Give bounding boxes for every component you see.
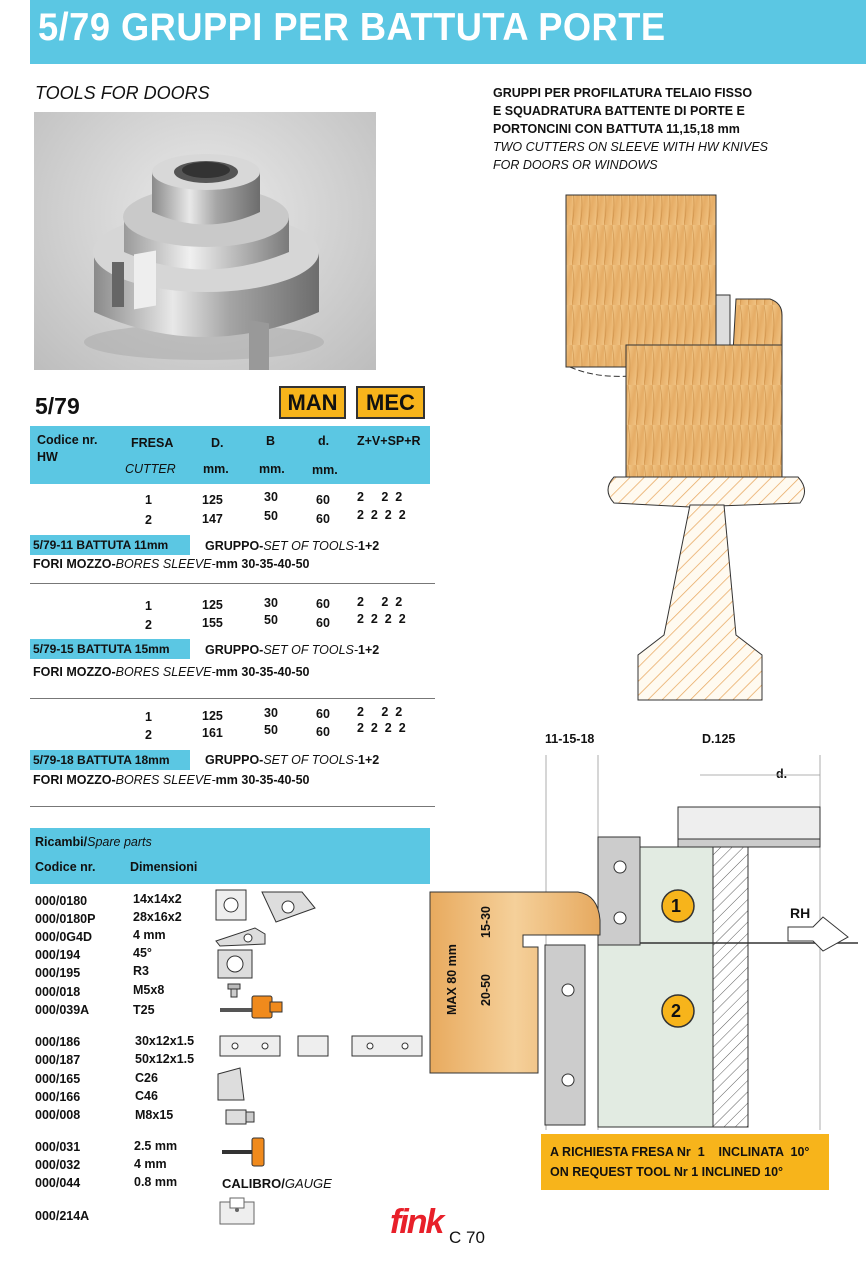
spare-code: 000/0180P <box>35 912 96 926</box>
cell-teeth: 2 2 2 <box>357 490 403 504</box>
dim-d: d. <box>776 767 788 781</box>
bores: FORI MOZZO-BORES SLEEVE-mm 30-35-40-50 <box>33 665 310 679</box>
cell-B: 50 <box>264 613 278 627</box>
col-d: d. <box>318 434 330 448</box>
spare-dim: M8x15 <box>135 1108 174 1122</box>
divider <box>30 698 435 699</box>
spare-dim: 28x16x2 <box>133 910 182 924</box>
spare-dim: C46 <box>135 1089 158 1103</box>
torx-key-icon <box>220 996 282 1018</box>
cell-B: 30 <box>264 706 278 720</box>
profile-knife-icon <box>218 950 252 978</box>
door-profile-diagram <box>540 185 860 705</box>
badge-mec: MEC <box>356 386 425 419</box>
set-label: 5/79-18 BATTUTA 18mm <box>30 750 190 770</box>
screw-icon <box>228 984 240 997</box>
cell-d: 60 <box>316 512 330 526</box>
set-composition: GRUPPO-SET OF TOOLS-1+2 <box>205 643 380 657</box>
table-header <box>30 426 430 484</box>
cell-teeth: 2 2 2 <box>357 595 403 609</box>
cell-d: 60 <box>316 597 330 611</box>
spare-code: 000/187 <box>35 1053 81 1067</box>
spare-dim: 45° <box>133 946 152 960</box>
set-composition: GRUPPO-SET OF TOOLS-1+2 <box>205 539 380 553</box>
tool-section-diagram <box>428 755 858 1130</box>
spares-col-dim: Dimensioni <box>130 860 198 874</box>
spare-code: 000/039A <box>35 1003 90 1017</box>
spacer-icon <box>218 1068 244 1100</box>
note-line-it: A RICHIESTA FRESA Nr 1 INCLINATA 10° <box>550 1145 810 1159</box>
page-number: C 70 <box>449 1228 485 1247</box>
spare-dim: 4 mm <box>133 928 166 942</box>
desc-en-line: TWO CUTTERS ON SLEEVE WITH HW KNIVES <box>493 140 769 154</box>
spare-code: 000/186 <box>35 1035 81 1049</box>
cutter-2-label: 2 <box>671 1001 682 1021</box>
gauge-icon <box>218 1196 258 1226</box>
col-cutter: CUTTER <box>125 462 176 476</box>
spare-code: 000/018 <box>35 985 81 999</box>
cell-D: 125 <box>202 598 223 612</box>
spares-header <box>30 828 430 884</box>
fink-logo: fink <box>390 1203 443 1241</box>
note-line-en: ON REQUEST TOOL Nr 1 INCLINED 10° <box>550 1165 784 1179</box>
cell-fresa: 2 <box>145 728 152 742</box>
bores: FORI MOZZO-BORES SLEEVE-mm 30-35-40-50 <box>33 557 310 571</box>
cell-B: 30 <box>264 490 278 504</box>
cell-D: 161 <box>202 726 223 740</box>
range-1-label: 15-30 <box>479 906 493 938</box>
cell-d: 60 <box>316 707 330 721</box>
spare-dim: 2.5 mm <box>134 1139 178 1153</box>
col-B: B <box>266 434 276 448</box>
bores: FORI MOZZO-BORES SLEEVE-mm 30-35-40-50 <box>33 773 310 787</box>
cell-fresa: 1 <box>145 710 152 724</box>
knife-30-icon <box>220 1036 280 1056</box>
desc-en-line: FOR DOORS OR WINDOWS <box>493 158 658 172</box>
gauge-label: CALIBRO/GAUGE <box>222 1176 332 1191</box>
cell-fresa: 1 <box>145 493 152 507</box>
inclined-note <box>541 1134 829 1190</box>
cell-teeth: 2 2 2 2 <box>357 508 406 522</box>
set-label: 5/79-15 BATTUTA 15mm <box>30 639 190 659</box>
spare-icons <box>210 886 330 1126</box>
insert-rhombus-icon <box>262 892 315 922</box>
spares-col-code: Codice nr. <box>35 860 96 874</box>
spare-dim: 0.8 mm <box>134 1175 178 1189</box>
spare-code: 000/008 <box>35 1108 81 1122</box>
cell-D: 125 <box>202 493 223 507</box>
cutter-1-label: 1 <box>671 896 682 916</box>
desc-it-line: PORTONCINI CON BATTUTA 11,15,18 mm <box>493 122 740 136</box>
spare-dim: 50x12x1.5 <box>135 1052 195 1066</box>
dim-rebate: 11-15-18 <box>545 732 595 746</box>
col-fresa: FRESA <box>131 436 174 450</box>
col-hw: HW <box>37 450 58 464</box>
spare-dim: R3 <box>133 964 149 978</box>
subtitle: TOOLS FOR DOORS <box>35 83 210 103</box>
cell-B: 50 <box>264 723 278 737</box>
product-code: 5/79 <box>35 393 80 419</box>
spare-dim: 4 mm <box>134 1157 167 1171</box>
knife-50-icon <box>298 1036 328 1056</box>
rh-label: RH <box>790 905 811 921</box>
range-2-label: 20-50 <box>479 974 493 1006</box>
cell-D: 155 <box>202 616 223 630</box>
col-D: D. <box>211 436 224 450</box>
set-label: 5/79-11 BATTUTA 11mm <box>30 535 190 555</box>
spare-code: 000/044 <box>35 1176 81 1190</box>
insert-square-icon <box>216 890 246 920</box>
spare-code: 000/194 <box>35 948 81 962</box>
knife-holder-icon <box>216 928 265 946</box>
dim-D: D.125 <box>702 732 736 746</box>
col-teeth: Z+V+SP+R <box>357 434 421 448</box>
cell-d: 60 <box>316 725 330 739</box>
grub-screw-icon <box>226 1110 254 1124</box>
col-B-unit: mm. <box>259 462 285 476</box>
spare-code: 000/166 <box>35 1090 81 1104</box>
cell-d: 60 <box>316 493 330 507</box>
desc-it-line: GRUPPI PER PROFILATURA TELAIO FISSO <box>493 86 753 100</box>
spare-code: 000/195 <box>35 966 81 980</box>
divider <box>30 806 435 807</box>
spare-code: 000/031 <box>35 1140 81 1154</box>
spare-dim: C26 <box>135 1071 158 1085</box>
col-D-unit: mm. <box>203 462 229 476</box>
cell-teeth: 2 2 2 <box>357 705 403 719</box>
cell-teeth: 2 2 2 2 <box>357 721 406 735</box>
spare-code: 000/0G4D <box>35 930 92 944</box>
badge-man: MAN <box>279 386 346 419</box>
cell-D: 125 <box>202 709 223 723</box>
description <box>493 84 768 174</box>
cell-D: 147 <box>202 512 223 526</box>
spare-dim: 14x14x2 <box>133 892 182 906</box>
cell-B: 30 <box>264 596 278 610</box>
spares-title: Ricambi/Spare parts <box>35 835 152 849</box>
cell-d: 60 <box>316 616 330 630</box>
hex-key-icon <box>220 1136 270 1168</box>
cell-fresa: 1 <box>145 599 152 613</box>
spare-code: 000/214A <box>35 1209 90 1223</box>
knife-50-long-icon <box>350 1034 425 1059</box>
spare-code: 000/165 <box>35 1072 81 1086</box>
col-d-unit: mm. <box>312 463 338 477</box>
col-code: Codice nr. <box>37 433 98 447</box>
desc-it-line: E SQUADRATURA BATTENTE DI PORTE E <box>493 104 745 118</box>
divider <box>30 583 435 584</box>
cell-teeth: 2 2 2 2 <box>357 612 406 626</box>
cell-fresa: 2 <box>145 618 152 632</box>
spare-dim: 30x12x1.5 <box>135 1034 195 1048</box>
spare-code: 000/032 <box>35 1158 81 1172</box>
cell-fresa: 2 <box>145 513 152 527</box>
page-title: 5/79 GRUPPI PER BATTUTA PORTE <box>38 6 666 49</box>
set-composition: GRUPPO-SET OF TOOLS-1+2 <box>205 753 380 767</box>
product-photo <box>34 112 376 370</box>
spare-code: 000/0180 <box>35 894 88 908</box>
spare-dim: T25 <box>133 1003 155 1017</box>
cell-B: 50 <box>264 509 278 523</box>
max-height-label: MAX 80 mm <box>445 944 459 1015</box>
spare-dim: M5x8 <box>133 983 165 997</box>
